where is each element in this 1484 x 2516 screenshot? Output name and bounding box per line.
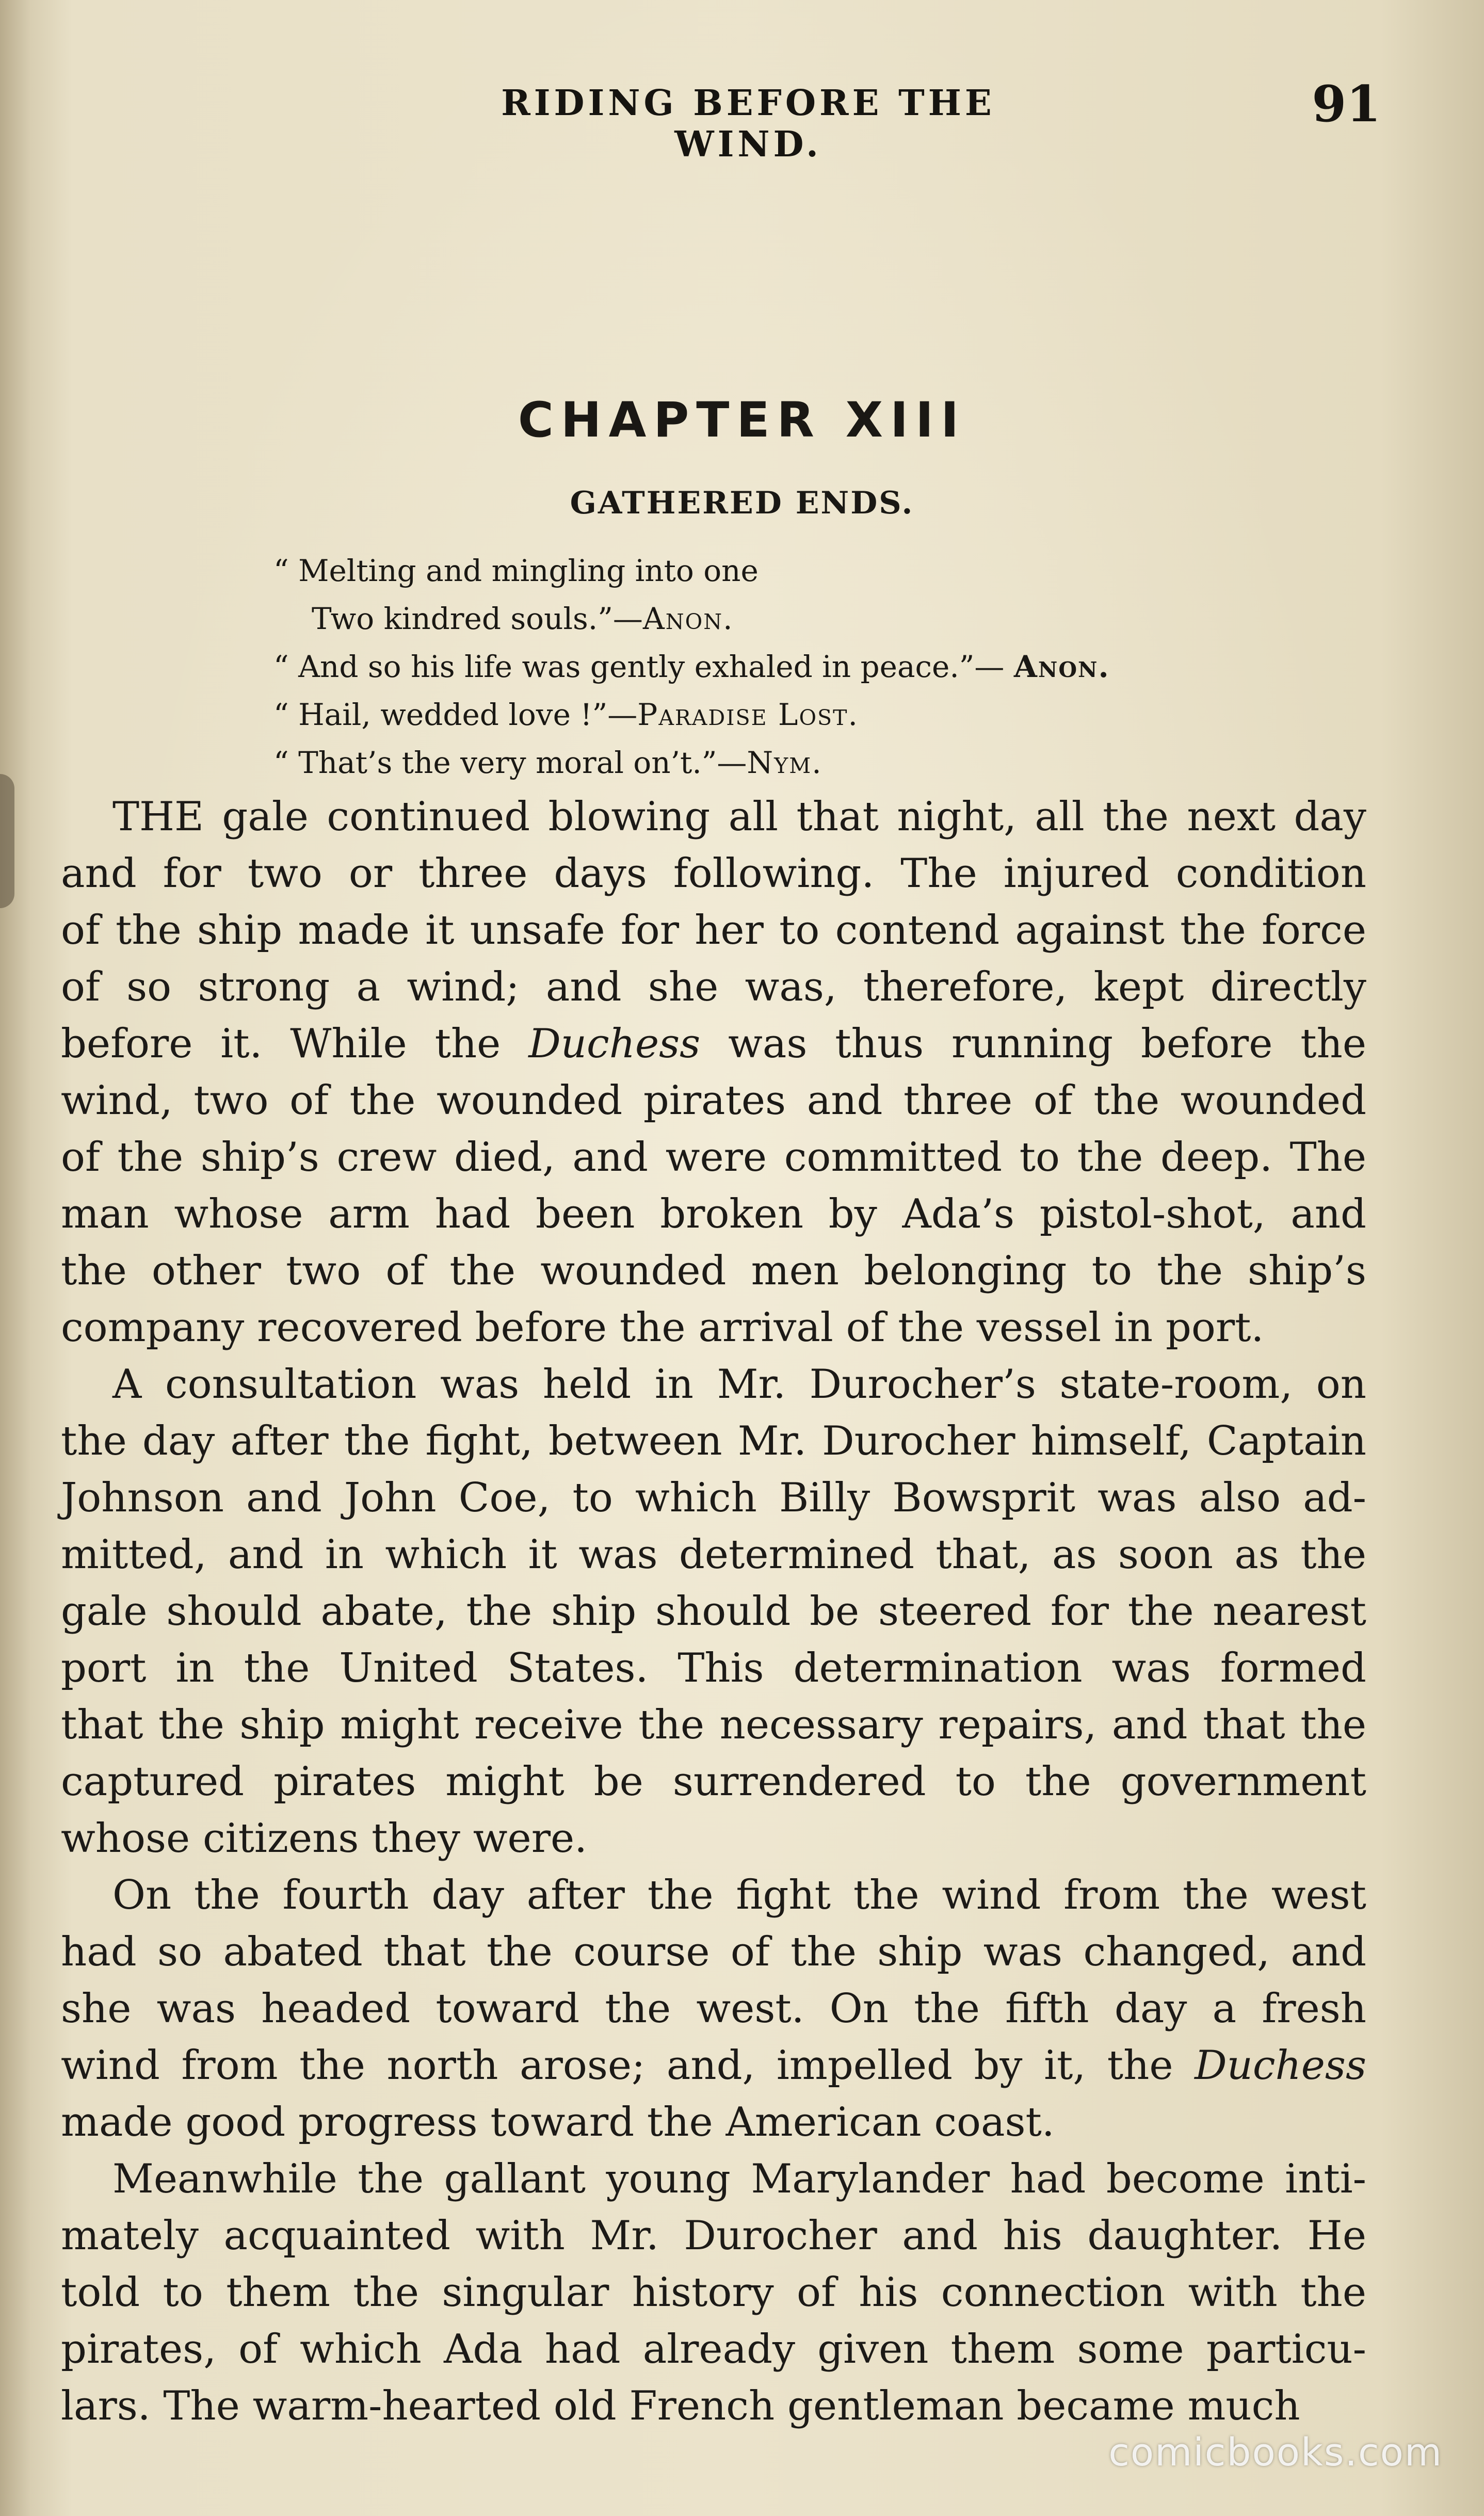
text-line: port in the United States. This determination was formed: [61, 1645, 1366, 1691]
chapter-title: CHAPTER XIII: [518, 392, 966, 448]
text-line: mitted, and in which it was determined that, as soon as the: [61, 1531, 1366, 1578]
text-line: wind, two of the wounded pirates and three of the wounded: [61, 1077, 1366, 1124]
text-line: THE gale continued blowing all that night, all the next day: [112, 794, 1366, 840]
epigraph-text: “ And so his life was gently exhaled in peace.”—: [273, 649, 1014, 684]
epigraph-text: “ Melting and mingling into one: [273, 553, 759, 588]
epigraph-line: [273, 691, 1305, 739]
running-head: RIDING BEFORE THE WIND.: [501, 83, 995, 165]
epigraph-source: Nym.: [747, 745, 822, 780]
text-line: pirates, of which Ada had already given them some particu-: [61, 2326, 1366, 2373]
text-segment: wind from the north arose; and, impelled by it, the: [61, 2042, 1195, 2089]
epigraph-line: [273, 739, 1305, 787]
text-line: told to them the singular history of his connection with the: [61, 2269, 1366, 2316]
text-line: the other two of the wounded men belonging to the ship’s: [61, 1248, 1366, 1294]
text-line: of the ship’s crew died, and were committed to the deep. The: [61, 1134, 1366, 1181]
epigraph-source: Anon.: [1013, 649, 1110, 684]
text-line: Johnson and John Coe, to which Billy Bowsprit was also ad-: [61, 1475, 1366, 1521]
text-line: made good progress toward the American coast.: [61, 2099, 1055, 2146]
text-line: man whose arm had been broken by Ada’s pistol-shot, and: [61, 1191, 1366, 1237]
epigraph-line: [273, 643, 1305, 691]
body-text: [61, 788, 1366, 2434]
watermark: comicbooks.com: [1108, 2430, 1443, 2475]
epigraph-text: Two kindred souls.”—: [312, 601, 643, 636]
italic-ship-name: Duchess: [1195, 2042, 1366, 2089]
epigraph-line: [273, 547, 1305, 595]
text-line: lars. The warm-hearted old French gentleman became much: [61, 2383, 1300, 2429]
epigraph-text: “ That’s the very moral on’t.”—: [273, 745, 747, 780]
epigraphs: [273, 547, 1305, 787]
text-line: A consultation was held in Mr. Durocher’s state-room, on: [112, 1361, 1366, 1408]
text-line: [61, 1015, 1366, 1072]
text-line: that the ship might receive the necessary repairs, and that the: [61, 1702, 1366, 1748]
text-segment: before it. While the: [61, 1021, 529, 1067]
text-line: she was headed toward the west. On the fifth day a fresh: [61, 1986, 1366, 2032]
text-line: gale should abate, the ship should be steered for the nearest: [61, 1588, 1366, 1635]
text-line: Meanwhile the gallant young Marylander had become inti-: [112, 2156, 1366, 2202]
epigraph-source: Paradise Lost.: [637, 697, 859, 732]
torn-edge: [0, 774, 14, 908]
text-line: of so strong a wind; and she was, therefore, kept directly: [61, 964, 1366, 1010]
text-line: the day after the fight, between Mr. Durocher himself, Captain: [61, 1418, 1366, 1464]
italic-ship-name: Duchess: [528, 1021, 701, 1067]
text-line: whose citizens they were.: [61, 1815, 587, 1862]
text-line: On the fourth day after the fight the wind from the west: [112, 1872, 1366, 1918]
text-line: mately acquainted with Mr. Durocher and his daughter. He: [61, 2213, 1366, 2259]
text-line: company recovered before the arrival of the vessel in port.: [61, 1304, 1264, 1351]
text-line: and for two or three days following. The injured condition: [61, 850, 1366, 897]
text-line: of the ship made it unsafe for her to contend against the force: [61, 907, 1366, 954]
epigraph-line: [273, 595, 1305, 643]
chapter-subtitle: GATHERED ENDS.: [570, 485, 914, 521]
epigraph-text: “ Hail, wedded love !”—: [273, 697, 638, 732]
epigraph-source: Anon.: [642, 601, 734, 636]
text-line: captured pirates might be surrendered to the government: [61, 1759, 1366, 1805]
text-segment: was thus running before the: [700, 1021, 1367, 1067]
text-line: [61, 2037, 1366, 2094]
page-number: 91: [1312, 75, 1381, 133]
text-line: had so abated that the course of the ship was changed, and: [61, 1929, 1366, 1975]
